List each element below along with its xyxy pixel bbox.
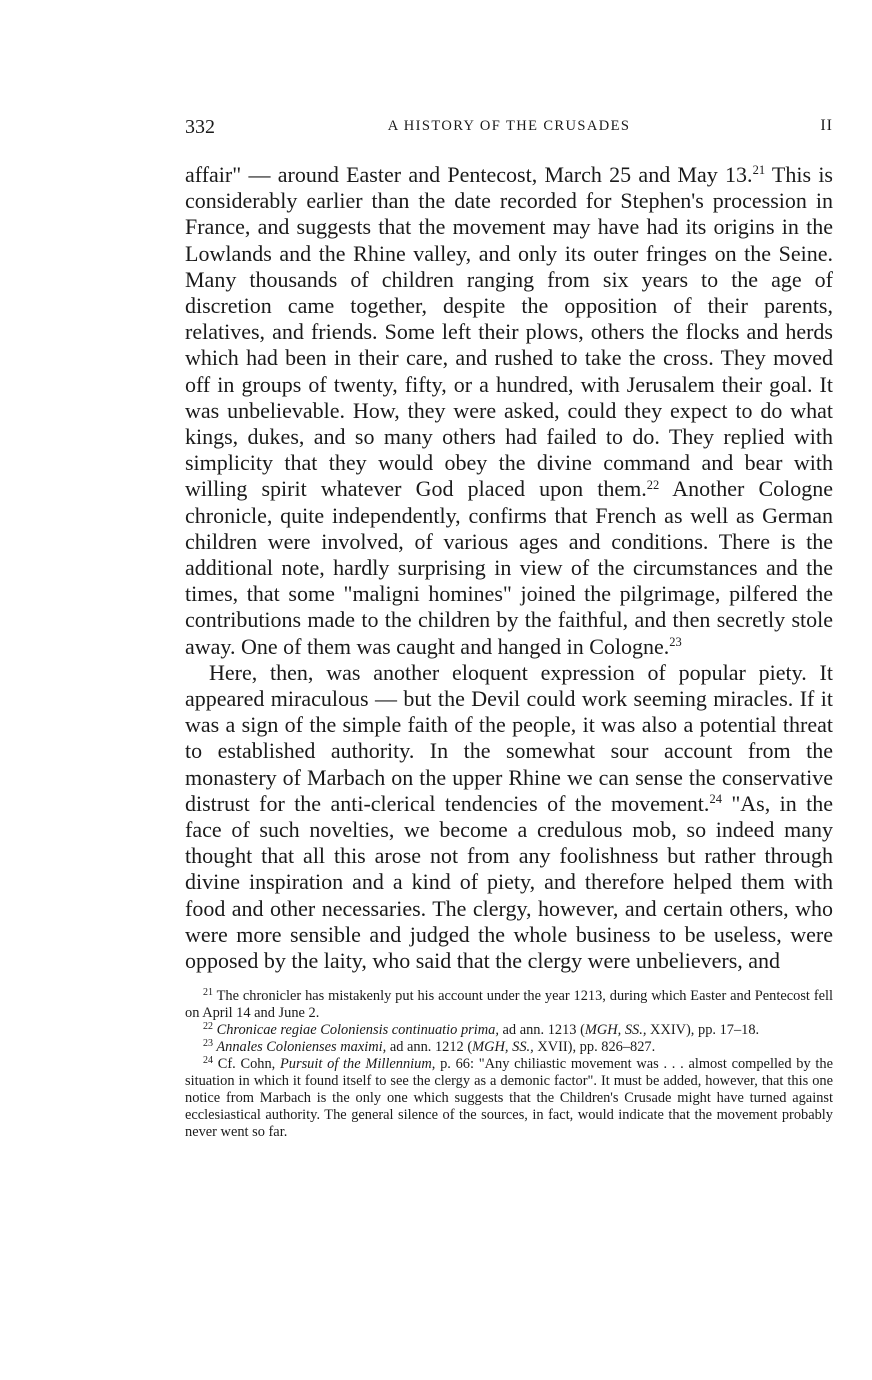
footnote-23-series: MGH, SS., bbox=[472, 1039, 534, 1056]
paragraph-1-text-c: Another Cologne chronicle, quite independently, confirms that French as well as German children were involved, of various ages and conditions. There is the additional note, hardly surprising in view of the circumstances and the times, that some "maligni homines" joined the pilgrimage, pilfered the contributions made to the children by the faithful, and then secretly stole away. One of them was caught and hanged in Cologne. bbox=[185, 476, 833, 659]
footnote-24-title: Pursuit of the Millennium, bbox=[280, 1056, 436, 1073]
paragraph-2-text-a: Here, then, was another eloquent expression of popular piety. It appeared miraculous — but the Devil could work seeming miracles. If it was a sign of the simple faith of the people, it was also a potential threat to established authority. In the somewhat sour account from the monastery of Marbach on the upper Rhine we can sense the conservative distrust for the anti-clerical tendencies of the movement. bbox=[185, 659, 833, 816]
page-number: 332 bbox=[185, 116, 215, 138]
footnote-ref-23: 23 bbox=[669, 634, 682, 649]
footnote-22 bbox=[185, 1022, 833, 1039]
footnote-24-text-a: Cf. Cohn, bbox=[213, 1056, 280, 1073]
footnote-21 bbox=[185, 988, 833, 1022]
footnote-22-series: MGH, SS., bbox=[584, 1022, 647, 1039]
footnote-23-text-b: XVII), pp. 826–827. bbox=[533, 1039, 656, 1056]
footnote-24-text-b: p. 66: "Any chiliastic movement was . . . almost compelled by the situation in which it found itself to see the clergy as a demonic factor". It must be added, however, that this one notice from Marbach is the only one which suggests that the Children's Crusade might have turned against ecclesiastical authority. The general silence of the sources, in fact, would indicate that the movement probably never went so far. bbox=[185, 1056, 833, 1141]
footnote-ref-24: 24 bbox=[709, 792, 722, 807]
footnote-22-number: 22 bbox=[203, 1020, 213, 1032]
footnote-24 bbox=[185, 1056, 833, 1141]
paragraph-1 bbox=[185, 162, 833, 660]
footnote-23-title: Annales Colonienses maximi, bbox=[213, 1039, 387, 1056]
paragraph-2 bbox=[185, 660, 833, 974]
footnote-21-text: The chronicler has mistakenly put his account under the year 1213, during which Easter and Pentecost fell on April 14 and June 2. bbox=[185, 988, 833, 1022]
volume-number: II bbox=[820, 117, 833, 134]
footnotes bbox=[185, 988, 833, 1141]
footnote-22-text-a: ad ann. 1213 ( bbox=[498, 1022, 585, 1039]
main-text bbox=[185, 162, 833, 974]
footnote-23-text-a: ad ann. 1212 ( bbox=[386, 1039, 473, 1056]
footnote-ref-21: 21 bbox=[752, 163, 766, 178]
paragraph-1-text-b: This is considerably earlier than the date recorded for Stephen's procession in France, and suggests that the movement may have had its origins in the Lowlands and the Rhine valley, and only its outer fringes on the Seine. Many thousands of children ranging from six years to the age of discretion came together, despite the opposition of their parents, relatives, and friends. Some left their plows, others the flocks and herds which had been in their care, and rushed to take the cross. They moved off in groups of twenty, fifty, or a hundred, with Jerusalem their goal. It was unbelievable. How, they were asked, could they expect to do what kings, dukes, and so many others had failed to do. They replied with simplicity that they would obey the divine command and bear with willing spirit whatever God placed upon them. bbox=[185, 162, 833, 502]
footnote-21-number: 21 bbox=[203, 986, 213, 998]
running-head bbox=[185, 112, 833, 142]
footnote-23-number: 23 bbox=[203, 1037, 213, 1049]
running-title: A HISTORY OF THE CRUSADES bbox=[387, 118, 631, 134]
footnote-ref-22: 22 bbox=[646, 477, 660, 492]
footnote-22-title: Chronicae regiae Coloniensis continuatio prima, bbox=[213, 1022, 499, 1039]
footnote-24-number: 24 bbox=[203, 1054, 213, 1066]
footnote-23 bbox=[185, 1039, 833, 1056]
paragraph-2-text-b: "As, in the face of such novelties, we become a credulous mob, so indeed many thought that all this arose not from any foolishness but rather through divine inspiration and a kind of piety, and therefore helped them with food and other necessaries. The clergy, however, and certain others, who were more sensible and judged the whole business to be useless, were opposed by the laity, who said that the clergy were unbelievers, and bbox=[185, 790, 833, 974]
footnote-22-text-b: XXIV), pp. 17–18. bbox=[646, 1022, 760, 1039]
book-page bbox=[185, 112, 833, 1141]
paragraph-1-text-a: affair" — around Easter and Pentecost, March 25 and May 13. bbox=[185, 162, 753, 187]
